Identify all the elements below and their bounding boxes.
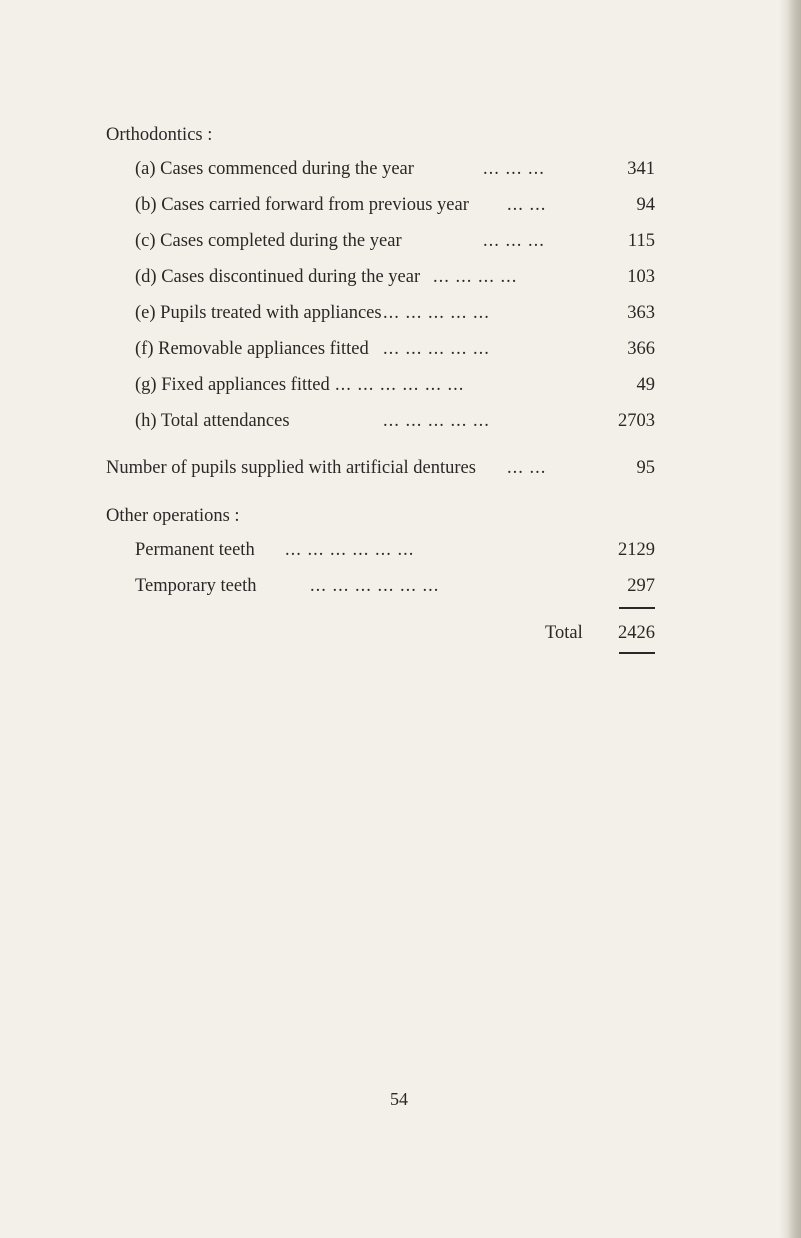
total-rule-bottom (619, 652, 655, 654)
item-value: 2129 (618, 540, 655, 560)
leader-dots: ... ... ... (483, 231, 545, 251)
leader-dots: ... ... ... ... ... ... (310, 576, 440, 596)
item-value: 341 (627, 159, 655, 179)
dentures-label: Number of pupils supplied with artificial dentures (106, 458, 476, 478)
item-label: (f) Removable appliances fitted (135, 339, 369, 359)
total-rule-top (619, 607, 655, 609)
item-value: 366 (627, 339, 655, 359)
section-title-orthodontics (106, 124, 212, 146)
item-value: 103 (627, 267, 655, 287)
item-label: (h) Total attendances (135, 411, 290, 431)
item-value: 49 (636, 375, 655, 395)
leader-dots: ... ... ... ... ... (383, 411, 490, 431)
item-value: 297 (627, 576, 655, 596)
leader-dots: ... ... (507, 195, 547, 215)
section-title-text: Orthodontics : (106, 125, 213, 145)
item-value: 363 (627, 303, 655, 323)
item-label: (d) Cases discontinued during the year (135, 267, 421, 287)
item-label: Permanent teeth (135, 540, 255, 560)
item-label: (c) Cases completed during the year (135, 231, 402, 251)
item-label: Temporary teeth (135, 576, 257, 596)
item-label: (g) Fixed appliances fitted (135, 375, 330, 395)
page-number: 54 (390, 1089, 408, 1109)
item-value: 115 (627, 231, 655, 251)
section-title-other-operations (106, 505, 240, 527)
leader-dots: ... ... (507, 458, 547, 478)
leader-dots: ... ... ... ... (433, 267, 518, 287)
leader-dots: ... ... ... ... ... (383, 339, 490, 359)
leader-dots: ... ... ... ... ... (383, 303, 490, 323)
section-title-text: Other operations : (106, 506, 240, 526)
dentures-value: 95 (636, 458, 655, 478)
leader-dots: ... ... ... ... ... ... (335, 375, 465, 395)
total-label: Total (545, 623, 583, 643)
leader-dots: ... ... ... (483, 159, 545, 179)
item-label: (e) Pupils treated with appliances (135, 303, 382, 323)
item-value: 94 (636, 195, 655, 215)
total-value: 2426 (618, 623, 655, 643)
item-label: (a) Cases commenced during the year (135, 159, 414, 179)
item-value: 2703 (618, 411, 655, 431)
item-label: (b) Cases carried forward from previous year (135, 195, 469, 215)
leader-dots: ... ... ... ... ... ... (285, 540, 415, 560)
page-edge-shadow (779, 0, 801, 1238)
